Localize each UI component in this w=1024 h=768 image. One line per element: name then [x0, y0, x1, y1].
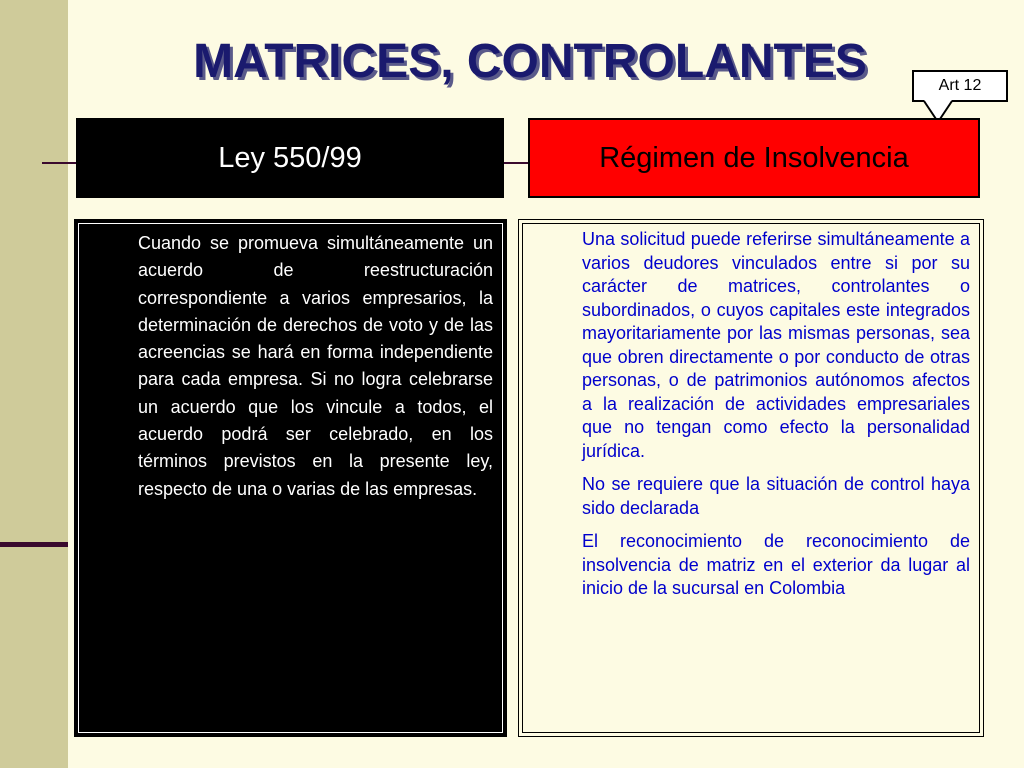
- connector-line-middle: [503, 162, 529, 164]
- insolvencia-paragraph: Una solicitud puede referirse simultáneamente a varios deudores vinculados entre si por su carácter de matrices, controlantes o subordinados, o cuyos capitales este integrados mayoritariamente por las mismas personas, sea que obren directamente o por conducto de otras personas, o de patrimonios autónomos afectos a la realización de actividades empresariales que no tengan como efecto la personalidad jurídica.: [582, 229, 970, 461]
- ley-body-text: Cuando se promueva simultáneamente un acuerdo de reestructuración correspondiente a varios empresarios, la determinación de derechos de voto y de las acreencias se hará en forma independiente para cada empresa. Si no logra celebrarse un acuerdo que los vincule a todos, el acuerdo podrá ser celebrado, en los términos previstos en la presente ley, respecto de una o varias de las empresas.: [138, 233, 493, 499]
- ley-header-label: Ley 550/99: [218, 141, 362, 174]
- insolvencia-body: [582, 228, 970, 611]
- insolvencia-paragraph: No se requiere que la situación de control haya sido declarada: [582, 474, 970, 518]
- insolvencia-header-label: Régimen de Insolvencia: [599, 141, 909, 174]
- insolvencia-paragraph: El reconocimiento de reconocimiento de insolvencia de matriz en el exterior da lugar al inicio de la sucursal en Colombia: [582, 531, 970, 598]
- side-rule: [0, 542, 68, 547]
- slide-title: MATRICES, CONTROLANTES: [193, 35, 867, 88]
- connector-line-left: [42, 162, 78, 164]
- insolvencia-header: [528, 118, 980, 198]
- article-callout: Art 12: [912, 70, 1008, 102]
- side-band: [0, 0, 68, 768]
- ley-header: [76, 118, 504, 198]
